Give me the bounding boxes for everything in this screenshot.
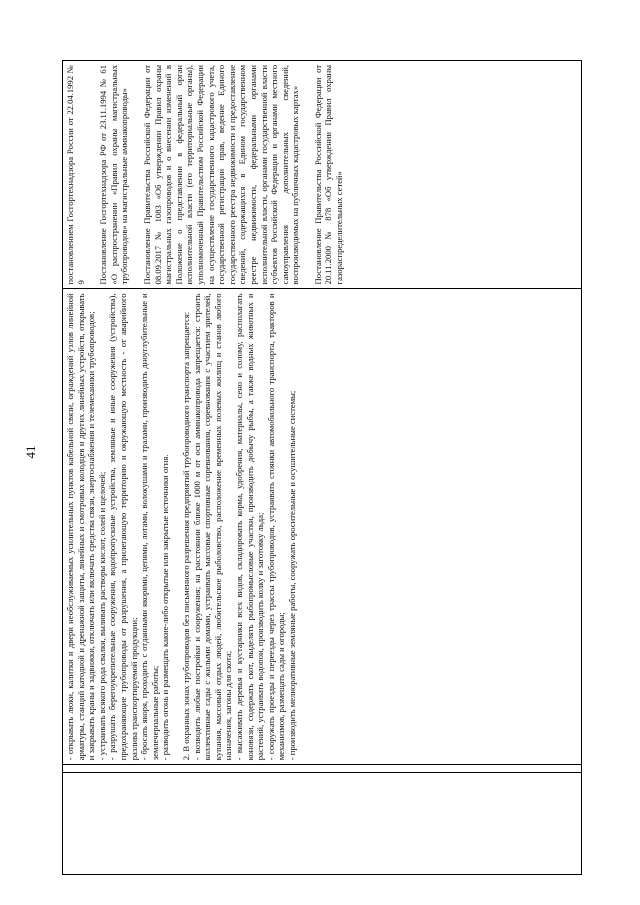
- legal-reference: Постановление Правительства Российской Федерации от 08.09.2017 № 1083 «Об утверждении Правил охраны магистральных газопроводов и о внесении изменений в Положение о представлении в федеральный орган исполнительной власти (его территориальные органы), уполномоченный Правительством Российской Федерации на осуществление государственного кадастрового учета, государственной регистрации прав, ведение Единого государственного реестра недвижимости и предоставление сведений, содержащихся в Едином государственном реестре недвижимости, федеральными органами исполнительной власти, органами государственной власти субъектов Российской Федерации и органами местного самоуправления дополнительных сведений, воспроизводимых на публичных кадастровых картах»: [141, 64, 301, 285]
- spacer: [301, 65, 313, 284]
- restriction-item: - открывать люки, калитки и двери необслуживаемых усилительных пунктов кабельной связи, ограждений узлов линейной арматуры, станций катодной и дренажной защиты, линейных и смотровых колодцев и других линейных устройств, открывать и закрывать краны и задвижки, отключать или включать средства связи, энергоснабжения и телемеханики трубопроводов;: [65, 293, 97, 761]
- legal-basis-cell: [63, 61, 581, 288]
- restriction-item: - сооружать проезды и переезды через трассы трубопроводов, устраивать стоянки автомобильного транспорта, тракторов и механизмов, размещать сады и огороды;: [265, 293, 287, 761]
- legal-reference: Постановление Госгортехнадзора РФ от 23.11.1994 № 61 «О распространении «Правил охраны магистральных трубопроводов» на магистральные аммиакопроводы»: [98, 64, 130, 285]
- restriction-item: - устраивать всякого рода свалки, выливать растворы кислот, солей и щелочей;: [96, 471, 107, 761]
- rotated-page-area: [62, 60, 582, 875]
- narrow-empty-cell: [63, 764, 581, 772]
- restriction-item: - возводить любые постройки и сооружения; на расстоянии ближе 1000 м от оси аммиакопровода запрещается: строить коллективные сады с жилыми домами, устраивать массовые спортивные соревнования, соревнования с участием зрителей, купания, массовый отдых людей, любительское рыболовство, расположение временных полевых жилищ и станов любого назначения, загоны для скота;: [191, 293, 234, 761]
- spacer: [171, 293, 181, 760]
- restrictions-table: [62, 60, 582, 875]
- restriction-item: - бросать якоря, проходить с отданными якорями, цепями, лотами, волокушами и тралами, производить дноуглубительные и землечерпальные работы;: [139, 293, 160, 761]
- spacer: [86, 65, 98, 284]
- restriction-item: - высаживать деревья и кустарники всех видов, складировать корма, удобрения, материалы, сено и солому, располагать коновязи, содержать скот, выделять рыбопромысловые участки, производить добычу рыбы, а также водных животных и растений, устраивать водопои, производить колку и заготовку льда;: [233, 293, 266, 761]
- restrictions-cell: [63, 288, 581, 764]
- restriction-item: - разводить огонь и размещать какие-либо открытые или закрытые источники огня.: [160, 454, 171, 761]
- restriction-item: - разрушать берегоукрепительные сооружения, водопропускные устройства, земляные и иные сооружения (устройства), предохраняющие трубопроводы от разрушения, а прилегающую территорию и окружающую местность - от аварийного разлива транспортируемой продукции;: [107, 293, 139, 761]
- legal-reference: постановлением Госгортехнадзора России от 22.04.1992 № 9: [65, 64, 86, 285]
- section-2-intro: 2. В охранных зонах трубопроводов без письменного разрешения предприятий трубопроводного транспорта запрещается:: [180, 311, 191, 761]
- page-number: 41: [23, 445, 38, 459]
- spacer: [130, 65, 142, 284]
- legal-reference: Постановление Правительства Российской Федерации от 20.11.2000 № 878 «Об утверждении Правил охраны газораспределительных сетей»: [312, 64, 345, 285]
- restriction-item: - производить мелиоративные земляные работы, сооружать оросительные и осушительные системы;: [286, 390, 297, 761]
- zone-name-cell: [63, 772, 581, 874]
